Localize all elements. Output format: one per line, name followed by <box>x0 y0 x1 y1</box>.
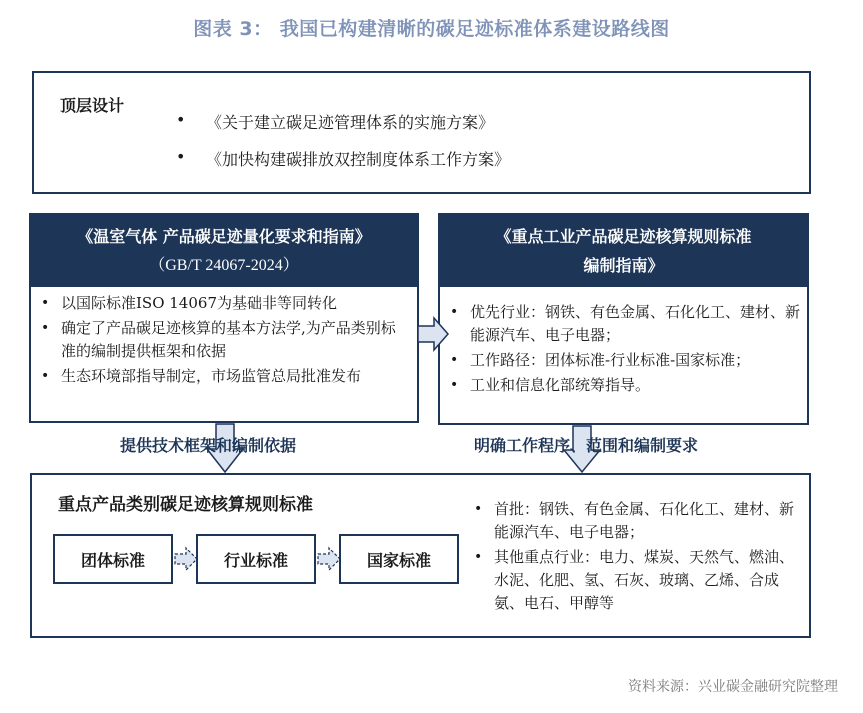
list-item: • 工业和信息化部统筹指导。 <box>448 374 804 397</box>
product-standard-heading: 重点产品类别碳足迹核算规则标准 <box>58 495 313 515</box>
bullet-icon: • <box>474 501 483 517</box>
list-item: • 生态环境部指导制定，市场监管总局批准发布 <box>39 365 409 388</box>
industry-standard-box: 行业标准 <box>196 534 316 584</box>
list-item: • 以国际标准ISO 14067为基础非等同转化 <box>39 292 409 315</box>
bullet-icon: • <box>450 352 459 368</box>
bullet-icon: • <box>41 368 50 384</box>
product-standard-list <box>472 498 804 617</box>
guideline-title-line1: 《重点工业产品碳足迹核算规则标准 <box>495 227 752 246</box>
list-item: • 首批：钢铁、有色金属、石化化工、建材、新能源汽车、电子电器； <box>474 500 795 541</box>
bullet-icon: • <box>450 377 459 393</box>
bullet-icon: • <box>176 147 186 166</box>
guideline-box <box>438 213 809 425</box>
figure-title: 图表 3： 我国已构建清晰的碳足迹标准体系建设路线图 <box>193 18 670 40</box>
top-design-heading: 顶层设计 <box>60 96 125 115</box>
guideline-title-line2: 编制指南》 <box>583 256 664 275</box>
guideline-header <box>440 215 807 287</box>
bullet-icon: • <box>474 549 483 565</box>
bullet-icon: • <box>176 110 186 129</box>
national-standard-list <box>39 292 409 390</box>
group-standard-box: 团体标准 <box>53 534 173 584</box>
list-item: • 优先行业：钢铁、有色金属、石化化工、建材、新能源汽车、电子电器； <box>450 303 801 344</box>
right-arrow-caption: 明确工作程序、范围和编制要求 <box>474 436 699 455</box>
chain-arrow-icon <box>174 547 198 571</box>
bullet-icon: • <box>450 304 459 320</box>
bullet-icon: • <box>41 320 50 336</box>
list-item: • 其他重点行业：电力、煤炭、天然气、燃油、水泥、化肥、氢、石灰、玻璃、乙烯、合成氨、电石、甲醇等 <box>474 548 795 612</box>
left-arrow-caption: 提供技术框架和编制依据 <box>120 436 297 455</box>
national-standard-title: 《温室气体 产品碳足迹量化要求和指南》 <box>77 227 371 246</box>
list-item: • 工作路径：团体标准-行业标准-国家标准； <box>448 349 804 372</box>
guideline-list <box>448 301 804 399</box>
national-standard-code: （GB/T 24067-2024） <box>149 257 299 274</box>
national-standard-header <box>31 215 417 287</box>
national-standard-box <box>29 213 419 423</box>
chain-arrow-icon <box>317 547 341 571</box>
bullet-icon: • <box>41 295 50 311</box>
right-arrow-icon <box>417 316 449 352</box>
top-design-box: 顶层设计 • 《关于建立碳足迹管理体系的实施方案》 • 《加快构建碳排放双控制度体系工作方案》 <box>32 71 811 194</box>
national-standard-chain-box: 国家标准 <box>339 534 459 584</box>
source-note: 资料来源：兴业碳金融研究院整理 <box>628 679 838 695</box>
list-item: • 确定了产品碳足迹核算的基本方法学,为产品类别标准的编制提供框架和依据 <box>41 319 396 360</box>
product-standard-box <box>30 473 811 638</box>
